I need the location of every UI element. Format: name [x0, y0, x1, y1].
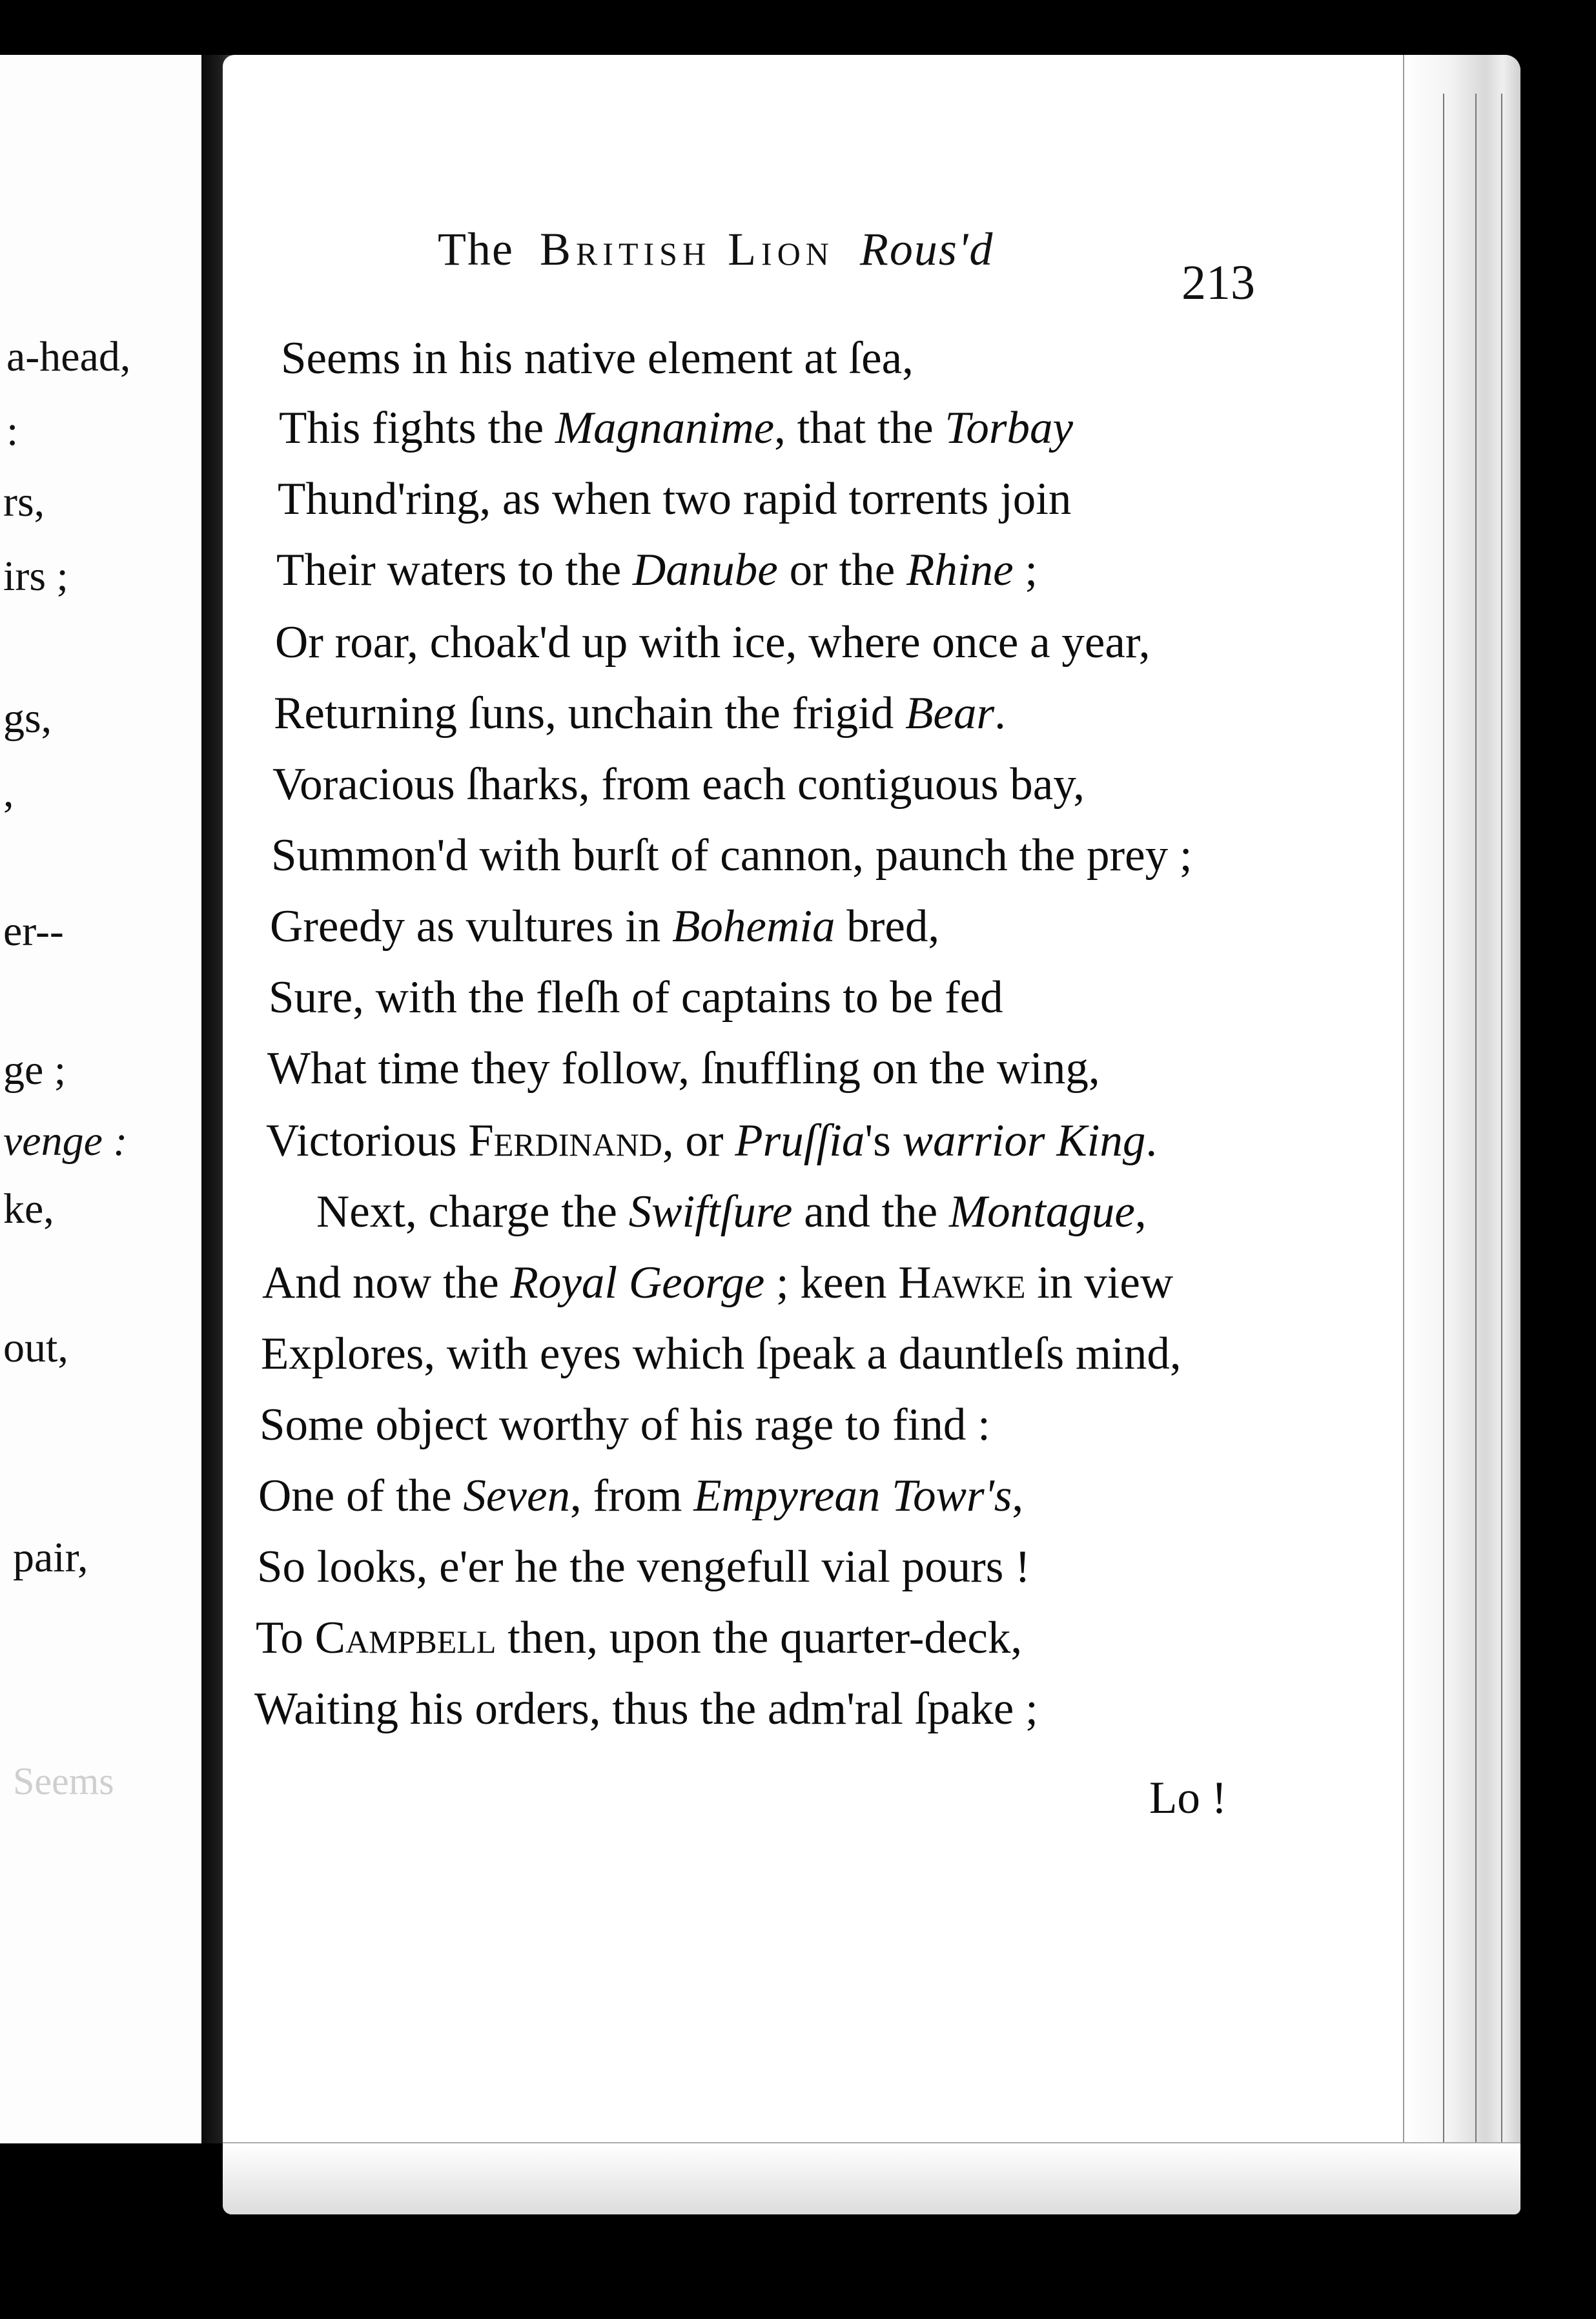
running-head-italic: Rous'd [859, 223, 994, 275]
verse-line: Explores, with eyes which ſpeak a dauntleſs mind, [261, 1329, 1182, 1379]
verse-line: Voracious ſharks, from each contiguous bay, [272, 759, 1085, 810]
left-fragment: ge ; [3, 1047, 66, 1094]
verse-line: What time they follow, ſnuffling on the wing, [267, 1043, 1100, 1094]
verse-line: Greedy as vultures in Bohemia bred, [270, 901, 940, 952]
verse-line: Their waters to the Danube or the Rhine ; [276, 545, 1038, 595]
left-fragment: rs, [3, 478, 45, 526]
left-fragment: out, [3, 1324, 68, 1371]
verse-line: Summon'd with burſt of cannon, paunch the prey ; [271, 830, 1192, 881]
left-fragment: a-head, [6, 333, 131, 380]
page-edge [1403, 55, 1520, 2214]
running-head [438, 223, 994, 276]
verse-line: Victorious Ferdinand, or Pruſſia's warrior King. [266, 1116, 1158, 1166]
bottom-page-edge [223, 2142, 1520, 2214]
verse-line: Sure, with the fleſh of captains to be fed [269, 972, 1003, 1023]
running-head-title: British Lion [539, 223, 834, 275]
left-fragment: : [6, 407, 19, 455]
left-fragment: gs, [3, 695, 52, 742]
verse-line: Waiting his orders, thus the adm'ral ſpake ; [254, 1684, 1038, 1734]
verse-line: Seems in his native element at ſea, [281, 333, 914, 383]
verse-line: And now the Royal George ; keen Hawke in view [262, 1258, 1174, 1308]
verse-line: To Campbell then, upon the quarter-deck, [256, 1613, 1023, 1663]
verse-line: Next, charge the Swiftſure and the Montague, [316, 1187, 1147, 1237]
verse-line: One of the Seven, from Empyrean Towr's, [258, 1471, 1024, 1521]
page-number: 213 [1182, 256, 1255, 310]
verse-line: This fights the Magnanime, that the Torbay [279, 403, 1073, 453]
running-head-prefix: The [438, 223, 514, 275]
left-faint-catchword: Seems [13, 1760, 114, 1803]
left-fragment: ke, [3, 1185, 54, 1232]
verse-line: Or roar, choak'd up with ice, where once a year, [275, 617, 1151, 668]
verse-line: Some object worthy of his rage to find : [260, 1400, 990, 1450]
verse-line: So looks, e'er he the vengefull vial pours ! [257, 1542, 1030, 1592]
left-fragment: venge : [3, 1118, 128, 1165]
left-fragment: er-- [3, 908, 64, 955]
verse-line: Thund'ring, as when two rapid torrents join [278, 474, 1072, 524]
verse-line: Returning ſuns, unchain the frigid Bear. [274, 688, 1006, 739]
catchword: Lo ! [1149, 1773, 1227, 1823]
left-fragment: , [3, 769, 14, 816]
left-fragment: pair, [13, 1534, 88, 1581]
left-fragment: irs ; [3, 553, 68, 600]
left-page [0, 55, 203, 2143]
